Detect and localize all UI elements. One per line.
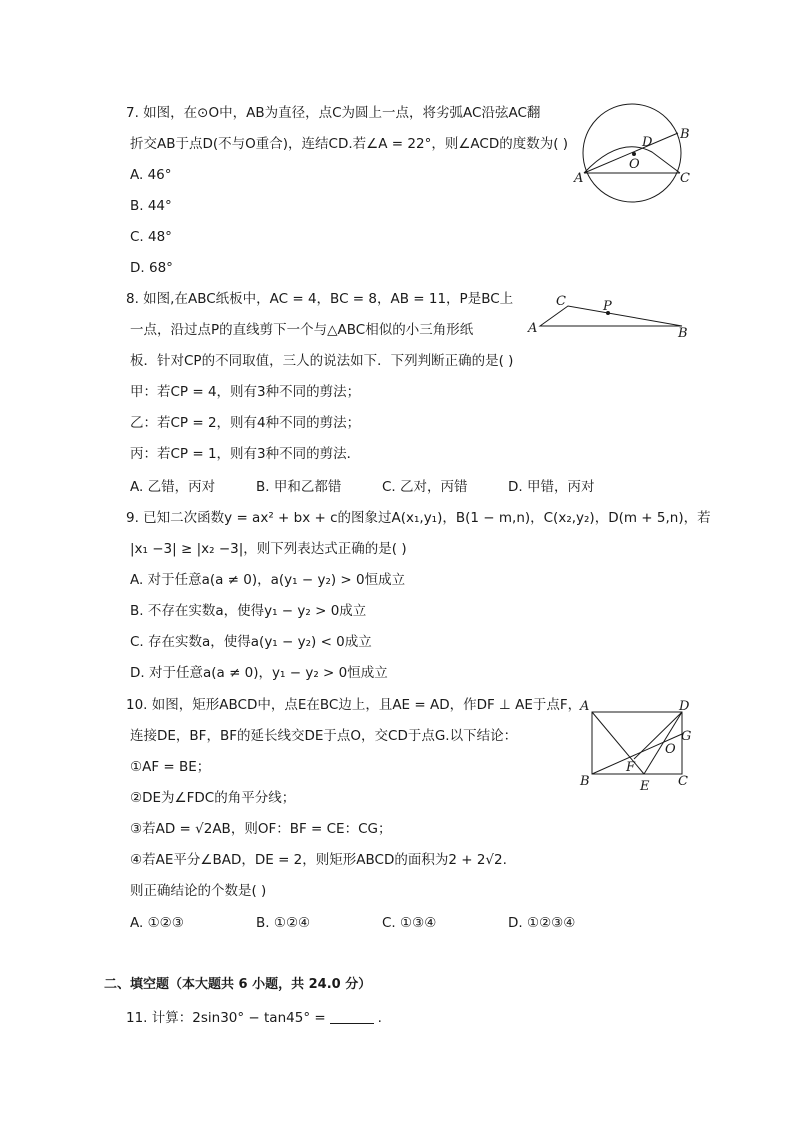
q10-line-ae xyxy=(592,712,644,774)
q8-line2: 一点，沿过点P的直线剪下一个与△ABC相似的小三角形纸 xyxy=(130,322,474,338)
q8-label-c: C xyxy=(556,294,566,309)
q10-line1: 10. 如图，矩形ABCD中，点E在BC边上，且AE = AD，作DF ⊥ AE于点F， xyxy=(126,697,582,713)
q10-label-c: C xyxy=(678,774,688,789)
q8-option-a: A. 乙错，丙对 xyxy=(130,479,216,495)
q8-figure xyxy=(522,288,697,340)
q10-label-d: D xyxy=(679,699,690,714)
q7-option-d: D. 68° xyxy=(130,260,173,276)
q7-label-o: O xyxy=(629,157,640,172)
q10-option-b: B. ①②④ xyxy=(256,915,311,931)
q10-option-d: D. ①②③④ xyxy=(508,915,576,931)
q8-label-p: P xyxy=(603,299,612,314)
q10-conclusion-2: ②DE为∠FDC的角平分线； xyxy=(130,790,296,806)
q8-option-b: B. 甲和乙都错 xyxy=(256,479,342,495)
q8-statement-yi: 乙：若CP = 2，则有4种不同的剪法； xyxy=(130,415,361,431)
q10-label-g: G xyxy=(681,729,692,744)
q7-option-b: B. 44° xyxy=(130,198,172,214)
q8-line1: 8. 如图,在ABC纸板中，AC = 4，BC = 8，AB = 11，P是BC上 xyxy=(126,291,514,307)
q7-option-a: A. 46° xyxy=(130,167,172,183)
q10-option-a: A. ①②③ xyxy=(130,915,184,931)
q10-label-o: O xyxy=(665,742,676,757)
q9-option-b: B. 不存在实数a，使得y₁ − y₂ > 0成立 xyxy=(130,603,367,619)
q9-line1: 9. 已知二次函数y = ax² + bx + c的图象过A(x₁,y₁)，B(1 − m,n)，C(x₂,y₂)，D(m + 5,n)，若 xyxy=(126,510,711,526)
q10-figure xyxy=(574,696,698,794)
q10-conclusion-3: ③若AD = √2AB，则OF：BF = CE：CG； xyxy=(130,821,392,837)
q10-label-f: F xyxy=(626,760,636,775)
q9-option-a: A. 对于任意a(a ≠ 0)，a(y₁ − y₂) > 0恒成立 xyxy=(130,572,406,588)
q8-label-a: A xyxy=(528,321,538,336)
q7-line1: 7. 如图，在⊙O中，AB为直径，点C为圆上一点，将劣弧AC沿弦AC翻 xyxy=(126,105,541,121)
q7-option-c: C. 48° xyxy=(130,229,172,245)
q7-figure xyxy=(570,100,700,210)
q11-answer-blank[interactable] xyxy=(330,1009,374,1024)
q8-line3: 板．针对CP的不同取值，三人的说法如下．下列判断正确的是( ) xyxy=(130,353,514,369)
q8-option-c: C. 乙对，丙错 xyxy=(382,479,468,495)
q7-label-a: A xyxy=(574,171,584,186)
section-title: 二、填空题（本大题共 6 小题，共 24.0 分） xyxy=(104,977,372,992)
q10-conclusion-1: ①AF = BE； xyxy=(130,759,211,775)
q9-option-c: C. 存在实数a，使得a(y₁ − y₂) < 0成立 xyxy=(130,634,372,650)
q11-line xyxy=(126,1008,382,1028)
q7-center-dot xyxy=(632,152,636,156)
q7-line2: 折交AB于点D(不与O重合)，连结CD.若∠A = 22°，则∠ACD的度数为( ) xyxy=(130,136,569,152)
q9-option-d: D. 对于任意a(a ≠ 0)，y₁ − y₂ > 0恒成立 xyxy=(130,665,388,681)
q10-line2: 连接DE，BF，BF的延长线交DE于点O，交CD于点G.以下结论： xyxy=(130,728,518,744)
q10-conclusion-4: ④若AE平分∠BAD，DE = 2，则矩形ABCD的面积为2 + 2√2. xyxy=(130,852,507,868)
q7-label-b: B xyxy=(680,127,690,142)
q8-statement-jia: 甲：若CP = 4，则有3种不同的剪法； xyxy=(130,384,361,400)
q7-label-d: D xyxy=(642,135,653,150)
q8-statement-bing: 丙：若CP = 1，则有3种不同的剪法． xyxy=(130,446,361,462)
q10-label-e: E xyxy=(640,779,650,794)
q9-line2: |x₁ −3| ≥ |x₂ −3|，则下列表达式正确的是( ) xyxy=(130,541,407,557)
q10-label-b: B xyxy=(580,774,590,789)
q11-suffix: . xyxy=(377,1010,382,1026)
q8-label-b: B xyxy=(678,326,688,340)
q7-label-c: C xyxy=(680,171,690,186)
q8-option-d: D. 甲错，丙对 xyxy=(508,479,595,495)
q10-option-c: C. ①③④ xyxy=(382,915,437,931)
q10-label-a: A xyxy=(580,699,590,714)
q10-line7: 则正确结论的个数是( ) xyxy=(130,883,267,899)
q11-prefix: 11. 计算：2sin30° − tan45° = xyxy=(126,1010,326,1026)
